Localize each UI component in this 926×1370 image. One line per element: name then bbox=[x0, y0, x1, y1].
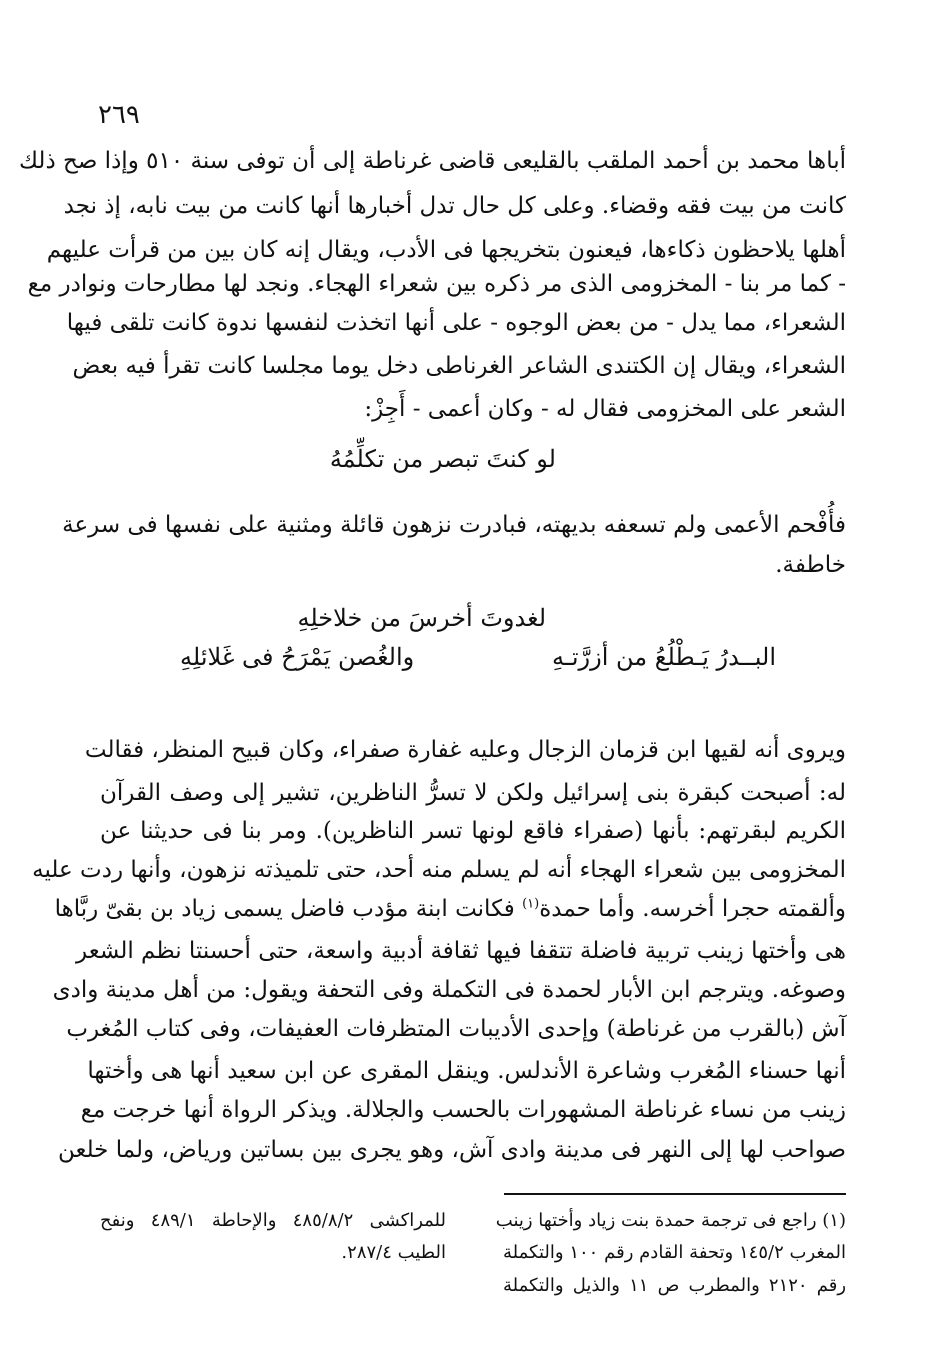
footnote-line: المغرب ١٤٥/٢ وتحفة القادم رقم ١٠٠ والتكملة bbox=[503, 1242, 846, 1263]
text-line: الشعراء، ويقال إن الكتندى الشاعر الغرناطى دخل يوما مجلسا كانت تقرأ فيه بعض bbox=[72, 353, 846, 379]
text-line: أباها محمد بن أحمد الملقب بالقليعى قاضى غرناطة إلى أن توفى سنة ٥١٠ وإذا صح ذلك bbox=[19, 148, 846, 174]
text-line: - كما مر بنا - المخزومى الذى مر ذكره بين شعراء الهجاء. ونجد لها مطارحات ونوادر مع bbox=[27, 271, 846, 297]
text-line: وصوغه. ويترجم ابن الأبار لحمدة فى التكملة وفى التحفة ويقول: من أهل مدينة وادى bbox=[52, 977, 846, 1003]
footnote-line: (١) راجع فى ترجمة حمدة بنت زياد وأختها زينب bbox=[495, 1210, 846, 1231]
text-line: أهلها يلاحظون ذكاءها، فيعنون بتخريجها فى الأدب، ويقال إنه كان بين من قرأت عليهم bbox=[46, 237, 846, 263]
footnote-line: للمراكشى ٤٨٥/٨/٢ والإحاطة ٤٨٩/١ ونفح bbox=[100, 1210, 446, 1231]
text-line: فأُفْحم الأعمى ولم تسعفه بديهته، فبادرت نزهون قائلة ومثنية على نفسها فى سرعة bbox=[62, 512, 846, 538]
text-line: خاطفة. bbox=[775, 552, 846, 578]
page-number: ٢٦٩ bbox=[98, 100, 140, 130]
footnote-line: رقم ٢١٢٠ والمطرب ص ١١ والذيل والتكملة bbox=[503, 1275, 847, 1296]
text-line: له: أصبحت كبقرة بنى إسرائيل ولكن لا تسرُّ الناظرين، تشير إلى وصف القرآن bbox=[100, 780, 846, 806]
verse-line: لغدوتَ أخرسَ من خلاخلِهِ bbox=[297, 604, 546, 632]
text-line: المخزومى بين شعراء الهجاء أنه لم يسلم منه أحد، حتى تلميذته نزهون، وأنها ردت عليه bbox=[32, 857, 846, 883]
text-line: كانت من بيت فقه وقضاء. وعلى كل حال تدل أخبارها أنها كانت من بيت نابه، إذ نجد bbox=[63, 193, 846, 219]
text-line: هى وأختها زينب تربية فاضلة تتقفا فيها ثقافة أدبية واسعة، حتى أحسنتا نظم الشعر bbox=[76, 938, 846, 964]
footnote-marker: (١) bbox=[522, 896, 540, 912]
text-line: الشعراء، مما يدل - من بعض الوجوه - على أنها اتخذت لنفسها ندوة كانت تلقى فيها bbox=[66, 310, 846, 336]
verse-hemistich-left: والغُصن يَمْرَحُ فى غَلائلِهِ bbox=[180, 643, 415, 671]
text-line: الشعر على المخزومى فقال له - وكان أعمى - أَجِزْ: bbox=[364, 396, 846, 422]
text-line: ويروى أنه لقيها ابن قزمان الزجال وعليه غفارة صفراء، وكان قبيح المنظر، فقالت bbox=[84, 737, 846, 763]
verse-hemistich-right: البــدرُ يَـطْلُعُ من أزرَّتـهِ bbox=[551, 643, 776, 671]
text-segment: وألقمته حجرا أخرسه. وأما حمدة bbox=[539, 896, 846, 922]
text-line: آش (بالقرب من غرناطة) وإحدى الأديبات المتظرفات العفيفات، وفى كتاب المُغرب bbox=[66, 1016, 846, 1042]
footnote-divider bbox=[504, 1193, 846, 1195]
text-line: صواحب لها إلى النهر فى مدينة وادى آش، وهو يجرى بين بساتين ورياض، ولما خلعن bbox=[57, 1137, 846, 1163]
text-line: زينب من نساء غرناطة المشهورات بالحسب والجلالة. ويذكر الرواة أنها خرجت مع bbox=[80, 1097, 846, 1123]
text-line-with-footnote bbox=[54, 896, 846, 922]
footnote-line: الطيب ٢٨٧/٤. bbox=[341, 1242, 446, 1263]
text-segment: فكانت ابنة مؤدب فاضل يسمى زياد بن بقىّ ربَّاها bbox=[54, 896, 523, 922]
verse-line: لو كنتَ تبصر من تكلِّمُهُ bbox=[329, 445, 556, 473]
text-line: الكريم لبقرتهم: بأنها (صفراء فاقع لونها تسر الناظرين). ومر بنا فى حديثنا عن bbox=[100, 818, 846, 844]
text-line: أنها حسناء المُغرب وشاعرة الأندلس. وينقل المقرى عن ابن سعيد أنها هى وأختها bbox=[87, 1058, 846, 1084]
